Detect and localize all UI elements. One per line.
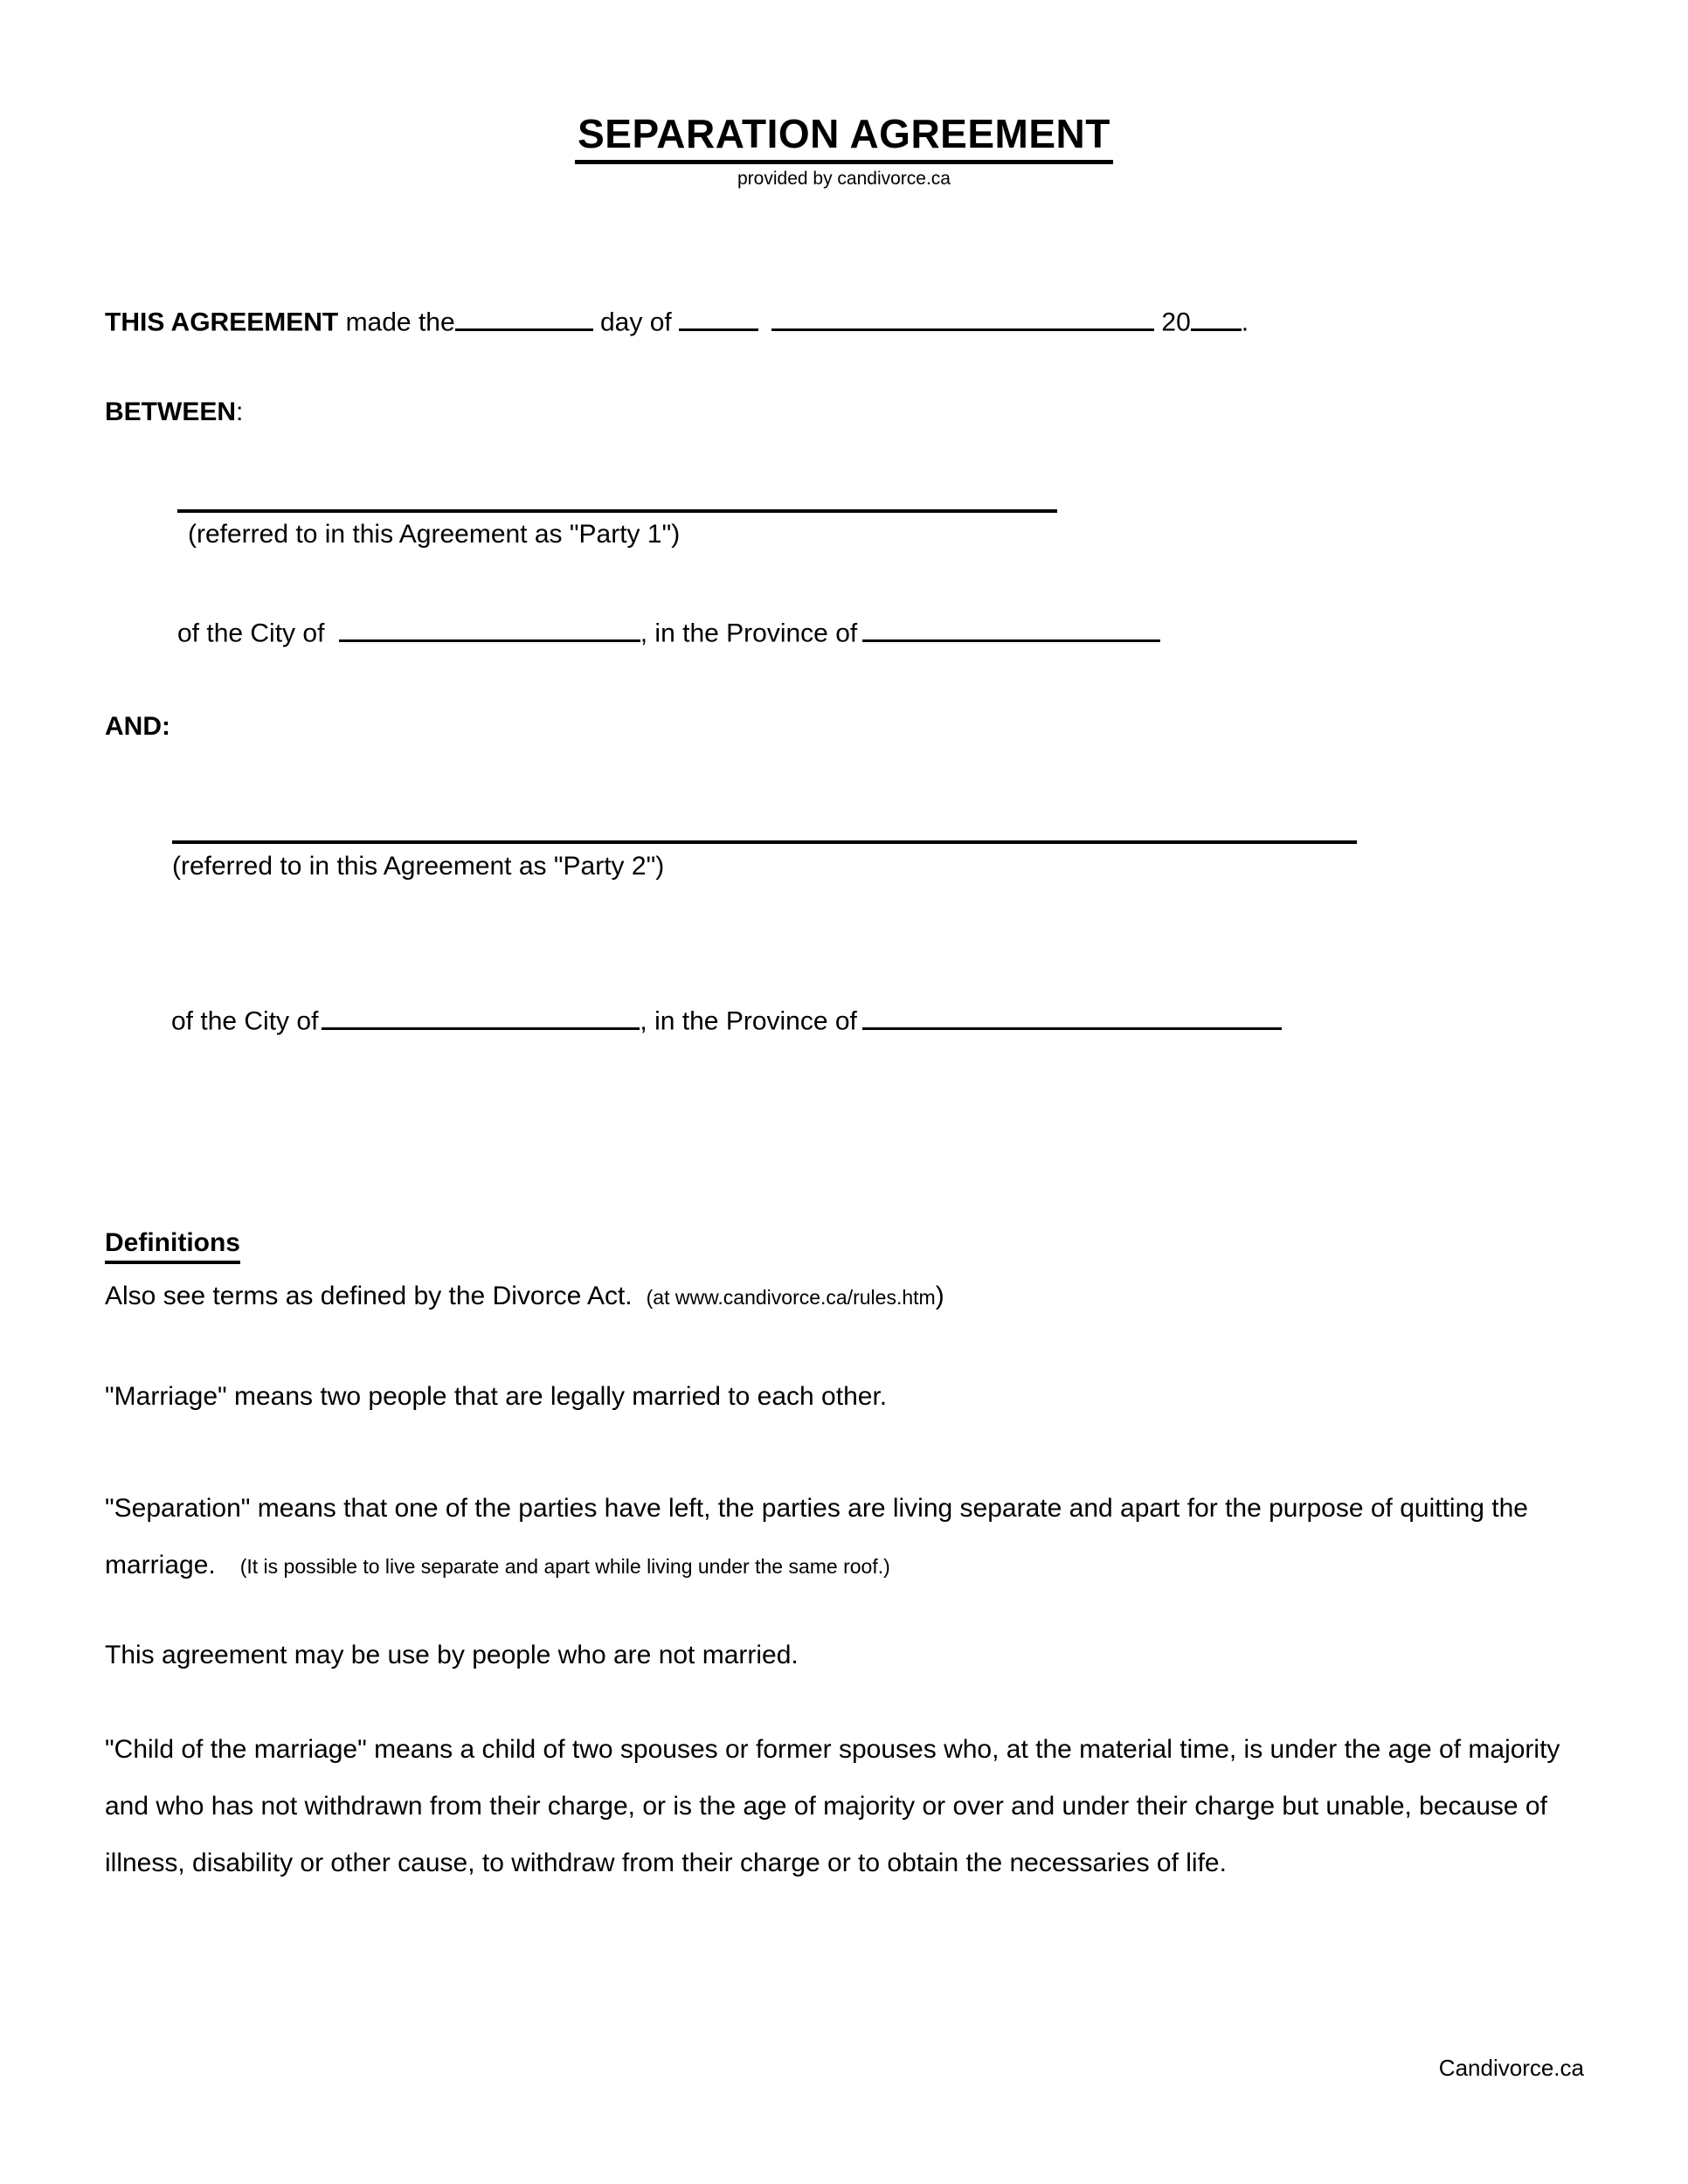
party1-province-blank xyxy=(862,614,1160,642)
party2-city-prefix: of the City of xyxy=(171,1006,319,1036)
definitions-heading-text: Definitions xyxy=(105,1228,240,1264)
day-short-blank xyxy=(679,303,758,331)
party1-name-line xyxy=(177,509,1057,513)
party1-city-province-line xyxy=(177,614,1160,649)
definitions-intro-line xyxy=(105,1282,944,1311)
period-text: . xyxy=(1241,308,1249,337)
day-of-text: day of xyxy=(592,308,680,337)
party1-city-blank xyxy=(339,614,640,642)
document-header xyxy=(0,110,1688,191)
footer-brand: Candivorce.ca xyxy=(1438,2055,1584,2081)
definitions-intro-note-close: ) xyxy=(935,1282,944,1310)
month-blank xyxy=(771,303,1154,331)
party2-province-blank xyxy=(862,1002,1282,1030)
child-of-marriage-definition: "Child of the marriage" means a child of two spouses or former spouses who, at the material time, is under the age of majority and who has not withdrawn from their charge, or is the age of majority or over and under their charge but unable, because of illness, disability or other cause, to withdraw from their charge or to obtain the necessaries of life. xyxy=(105,1735,1560,1877)
year-prefix-text: 20 xyxy=(1154,308,1191,337)
party2-city-province-line xyxy=(171,1002,1282,1037)
party2-name-line xyxy=(172,840,1357,844)
agreement-prefix: THIS AGREEMENT xyxy=(105,308,339,337)
party2-province-prefix: , in the Province of xyxy=(640,1006,857,1036)
between-label xyxy=(105,397,243,427)
separation-definition-note: (It is possible to live separate and apart while living under the same roof.) xyxy=(239,1555,890,1578)
document-title: SEPARATION AGREEMENT xyxy=(575,110,1113,164)
party2-caption: (referred to in this Agreement as "Party 2") xyxy=(172,852,665,881)
marriage-definition: "Marriage" means two people that are legally married to each other. xyxy=(105,1382,888,1411)
separation-definition-main: "Separation" means that one of the parties have left, the parties are living separate and apart for the purpose of quitting the marriage. xyxy=(105,1494,1528,1579)
party1-province-prefix: , in the Province of xyxy=(640,619,858,648)
party1-city-prefix: of the City of xyxy=(177,619,332,648)
day-number-blank xyxy=(455,303,593,331)
definitions-intro-main: Also see terms as defined by the Divorce Act. xyxy=(105,1282,633,1310)
definitions-section-heading xyxy=(105,1228,240,1264)
definitions-intro-note: (at www.candivorce.ca/rules.htm xyxy=(646,1286,936,1309)
separation-definition xyxy=(105,1480,1590,1595)
party2-city-blank xyxy=(322,1002,640,1030)
made-the-text: made the xyxy=(338,308,455,337)
document-subtitle: provided by candivorce.ca xyxy=(737,169,951,189)
agreement-date-line xyxy=(105,303,1249,338)
between-word: BETWEEN xyxy=(105,397,236,426)
year-blank xyxy=(1191,303,1242,331)
unmarried-note: This agreement may be use by people who are not married. xyxy=(105,1641,799,1669)
party1-caption: (referred to in this Agreement as "Party 1") xyxy=(188,520,681,549)
between-colon: : xyxy=(236,397,244,426)
and-label: AND: xyxy=(105,712,170,741)
